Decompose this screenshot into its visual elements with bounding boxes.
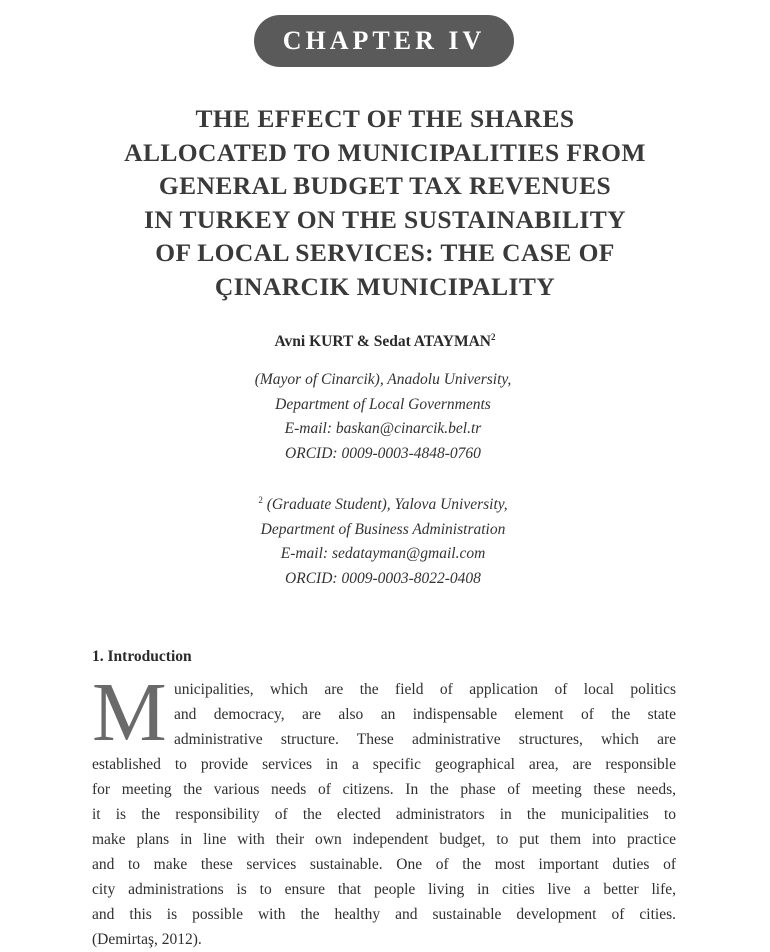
affiliation-orcid: ORCID: 0009-0003-4848-0760 [285,444,481,462]
body-line: and democracy, are also an indispensable element of the state [174,706,676,723]
title-line: ALLOCATED TO MUNICIPALITIES FROM [124,137,646,167]
authors [0,333,770,351]
title-line: OF LOCAL SERVICES: THE CASE OF [155,238,615,267]
body-line: for meeting the various needs of citizens. In the phase of meeting these needs, [92,781,676,798]
body-line: (Demirtaş, 2012). [92,931,202,948]
title-line: GENERAL BUDGET TAX REVENUES [158,171,612,200]
affiliation-footnote-mark: 2 [258,494,263,505]
authors-names: Avni KURT & Sedat ATAYMAN [274,333,491,350]
body-line: city administrations is to ensure that people living in cities live a better life, [92,881,676,898]
drop-cap: M [92,666,167,759]
affiliation-line: Department of Local Governments [275,395,491,413]
title-line: THE EFFECT OF THE SHARES [195,104,575,133]
chapter-label: CHAPTER IV [282,26,486,55]
chapter-badge [254,15,514,67]
body-line: established to provide services in a specific geographical area, are responsible [92,756,676,773]
body-line: and to make these services sustainable. One of the most important duties of [92,856,676,873]
title-line: IN TURKEY ON THE SUSTAINABILITY [144,204,626,234]
body-line: administrative structure. These administrative structures, which are [174,731,676,748]
authors-footnote-mark: 2 [490,331,496,342]
body-line: and this is possible with the healthy and sustainable development of cities. [92,906,676,923]
affiliation-line: Department of Business Administration [260,520,506,538]
affiliation-email: E-mail: baskan@cinarcik.bel.tr [284,420,482,437]
body-line: unicipalities, which are the field of application of local politics [174,681,676,698]
affiliation-line-text: (Graduate Student), Yalova University, [262,496,508,513]
body-line: make plans in line with their own independent budget, to put them into practice [92,831,676,848]
chapter-title [60,102,710,303]
affiliation-line-first [0,493,766,518]
affiliation-line: (Mayor of Cinarcik), Anadolu University, [254,371,512,388]
affiliation-email: E-mail: sedatayman@gmail.com [280,545,486,562]
section-heading: 1. Introduction [92,648,192,665]
title-line: ÇINARCIK MUNICIPALITY [214,271,556,301]
affiliation-first-author [0,368,766,466]
body-line: it is the responsibility of the elected administrators in the municipalities to [92,806,676,823]
introduction-body [92,666,676,948]
affiliation-second-author [0,493,766,591]
affiliation-orcid: ORCID: 0009-0003-8022-0408 [285,569,481,587]
